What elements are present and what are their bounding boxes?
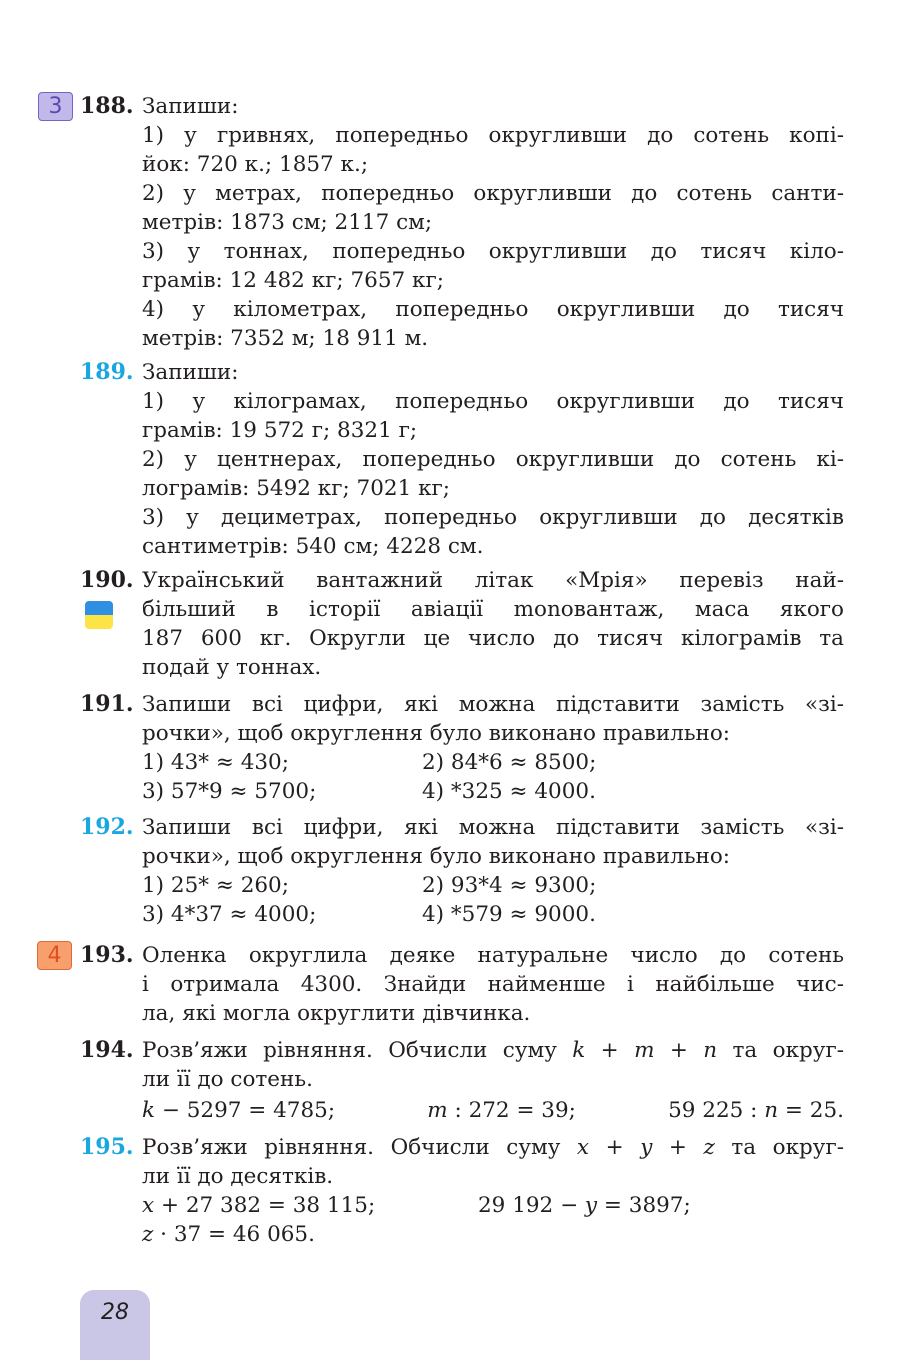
- problem-number: 195.: [80, 1134, 134, 1160]
- variable: n: [764, 1098, 779, 1123]
- problem-191: [80, 690, 850, 806]
- problem-line: лограмів: 5492 кг; 7021 кг;: [142, 476, 451, 501]
- problem-number: 194.: [80, 1037, 134, 1063]
- answer-item: 3) 57*9 ≈ 5700;: [142, 779, 317, 804]
- problem-line: йок: 720 к.; 1857 к.;: [142, 152, 369, 177]
- problem-title: Запиши:: [142, 360, 239, 385]
- problem-line: більший в історії авіації monoвантаж, маса якого: [142, 597, 844, 622]
- variable: m: [427, 1098, 448, 1123]
- problem-line: метрів: 7352 м; 18 911 м.: [142, 326, 429, 351]
- problem-line: [142, 1036, 844, 1065]
- equation-pre: 29 192 −: [478, 1193, 585, 1218]
- problem-line: Запиши всі цифри, які можна підставити замість «зі-: [142, 815, 844, 840]
- problem-194: [80, 1036, 850, 1125]
- problem-192: [80, 813, 850, 929]
- equation: [142, 1220, 315, 1249]
- answer-row: [142, 871, 844, 900]
- problem-number: 193.: [80, 942, 134, 968]
- text-segment: та округ-: [717, 1038, 844, 1063]
- equation-rest: = 3897;: [597, 1193, 691, 1218]
- math-expression: x + y + z: [576, 1135, 715, 1160]
- equation-rest: = 25.: [778, 1098, 844, 1123]
- answer-item: 3) 4*37 ≈ 4000;: [142, 902, 317, 927]
- problem-line: подай у тоннах.: [142, 655, 322, 680]
- equations-row: [142, 1191, 844, 1220]
- problem-title: Запиши:: [142, 94, 239, 119]
- problem-line: грамів: 12 482 кг; 7657 кг;: [142, 268, 444, 293]
- problem-line: грамів: 19 572 г; 8321 г;: [142, 418, 418, 443]
- answer-row: [142, 748, 844, 777]
- problem-line: 1) у гривнях, попередньо округливши до сотень копі-: [142, 123, 844, 148]
- problem-line: рочки», щоб округлення було виконано правильно:: [142, 721, 731, 746]
- problem-line: метрів: 1873 см; 2117 см;: [142, 210, 433, 235]
- level-3-badge: 3: [38, 92, 73, 121]
- problem-line: 4) у кілометрах, попередньо округливши до тисяч: [142, 297, 844, 322]
- answer-item: 2) 93*4 ≈ 9300;: [422, 873, 597, 898]
- problem-number: 191.: [80, 691, 134, 717]
- problem-line: Український вантажний літак «Мрія» перевіз най-: [142, 568, 844, 593]
- problem-188: [80, 92, 850, 353]
- problem-190: [80, 566, 850, 682]
- equation-pre: 59 225 :: [668, 1098, 765, 1123]
- problem-193: [80, 941, 850, 1028]
- equations-row: [142, 1096, 844, 1125]
- variable: x: [142, 1193, 155, 1218]
- math-expression: k + m + n: [572, 1038, 718, 1063]
- problem-line: і отримала 4300. Знайди найменше і найбільше чис-: [142, 972, 844, 997]
- equation: [142, 1096, 335, 1125]
- variable: y: [584, 1193, 598, 1218]
- problem-line: ли її до сотень.: [142, 1067, 313, 1092]
- problem-line: [142, 1133, 844, 1162]
- problem-189: [80, 358, 850, 561]
- equation: [427, 1096, 576, 1125]
- problem-line: 3) у тоннах, попередньо округливши до тисяч кіло-: [142, 239, 844, 264]
- answer-item: 1) 25* ≈ 260;: [142, 873, 289, 898]
- equation-rest: · 37 = 46 065.: [153, 1222, 315, 1247]
- equation-rest: : 272 = 39;: [447, 1098, 576, 1123]
- text-segment: Розв’яжи рівняння. Обчисли суму: [142, 1135, 577, 1160]
- problem-line: сантиметрів: 540 см; 4228 см.: [142, 534, 484, 559]
- page-number: 28: [101, 1300, 129, 1325]
- equation: [668, 1096, 844, 1125]
- problem-line: 1) у кілограмах, попередньо округливши до тисяч: [142, 389, 844, 414]
- answer-row: [142, 900, 844, 929]
- equation: [478, 1191, 691, 1220]
- problem-number: 189.: [80, 359, 134, 385]
- problem-line: ла, які могла округлити дівчинка.: [142, 1001, 531, 1026]
- problem-line: 2) у метрах, попередньо округливши до сотень санти-: [142, 181, 844, 206]
- problem-line: рочки», щоб округлення було виконано правильно:: [142, 844, 731, 869]
- text-segment: Розв’яжи рівняння. Обчисли суму: [142, 1038, 573, 1063]
- problem-number: 192.: [80, 814, 134, 840]
- problem-number: 188.: [80, 93, 134, 119]
- text-segment: та округ-: [714, 1135, 844, 1160]
- problem-195: [80, 1133, 850, 1249]
- answer-row: [142, 777, 844, 806]
- problem-line: 187 600 кг. Округли це число до тисяч кілограмів та: [142, 626, 844, 651]
- variable: z: [142, 1222, 154, 1247]
- problem-line: Оленка округлила деяке натуральне число до сотень: [142, 943, 844, 968]
- answer-item: 4) *579 ≈ 9000.: [422, 902, 596, 927]
- level-4-badge: 4: [37, 941, 72, 970]
- answer-item: 4) *325 ≈ 4000.: [422, 779, 596, 804]
- page-number-tab: [80, 1290, 150, 1360]
- equations-row: [142, 1220, 844, 1249]
- problem-number: 190.: [80, 567, 134, 593]
- equation-rest: − 5297 = 4785;: [155, 1098, 336, 1123]
- answer-item: 1) 43* ≈ 430;: [142, 750, 289, 775]
- answer-item: 2) 84*6 ≈ 8500;: [422, 750, 597, 775]
- problem-line: ли її до десятків.: [142, 1164, 334, 1189]
- variable: k: [142, 1098, 156, 1123]
- problem-line: 2) у центнерах, попередньо округливши до сотень кі-: [142, 447, 844, 472]
- problem-line: 3) у дециметрах, попередньо округливши до десятків: [142, 505, 844, 530]
- equation: [142, 1191, 478, 1220]
- equation-rest: + 27 382 = 38 115;: [154, 1193, 376, 1218]
- problem-line: Запиши всі цифри, які можна підставити замість «зі-: [142, 692, 844, 717]
